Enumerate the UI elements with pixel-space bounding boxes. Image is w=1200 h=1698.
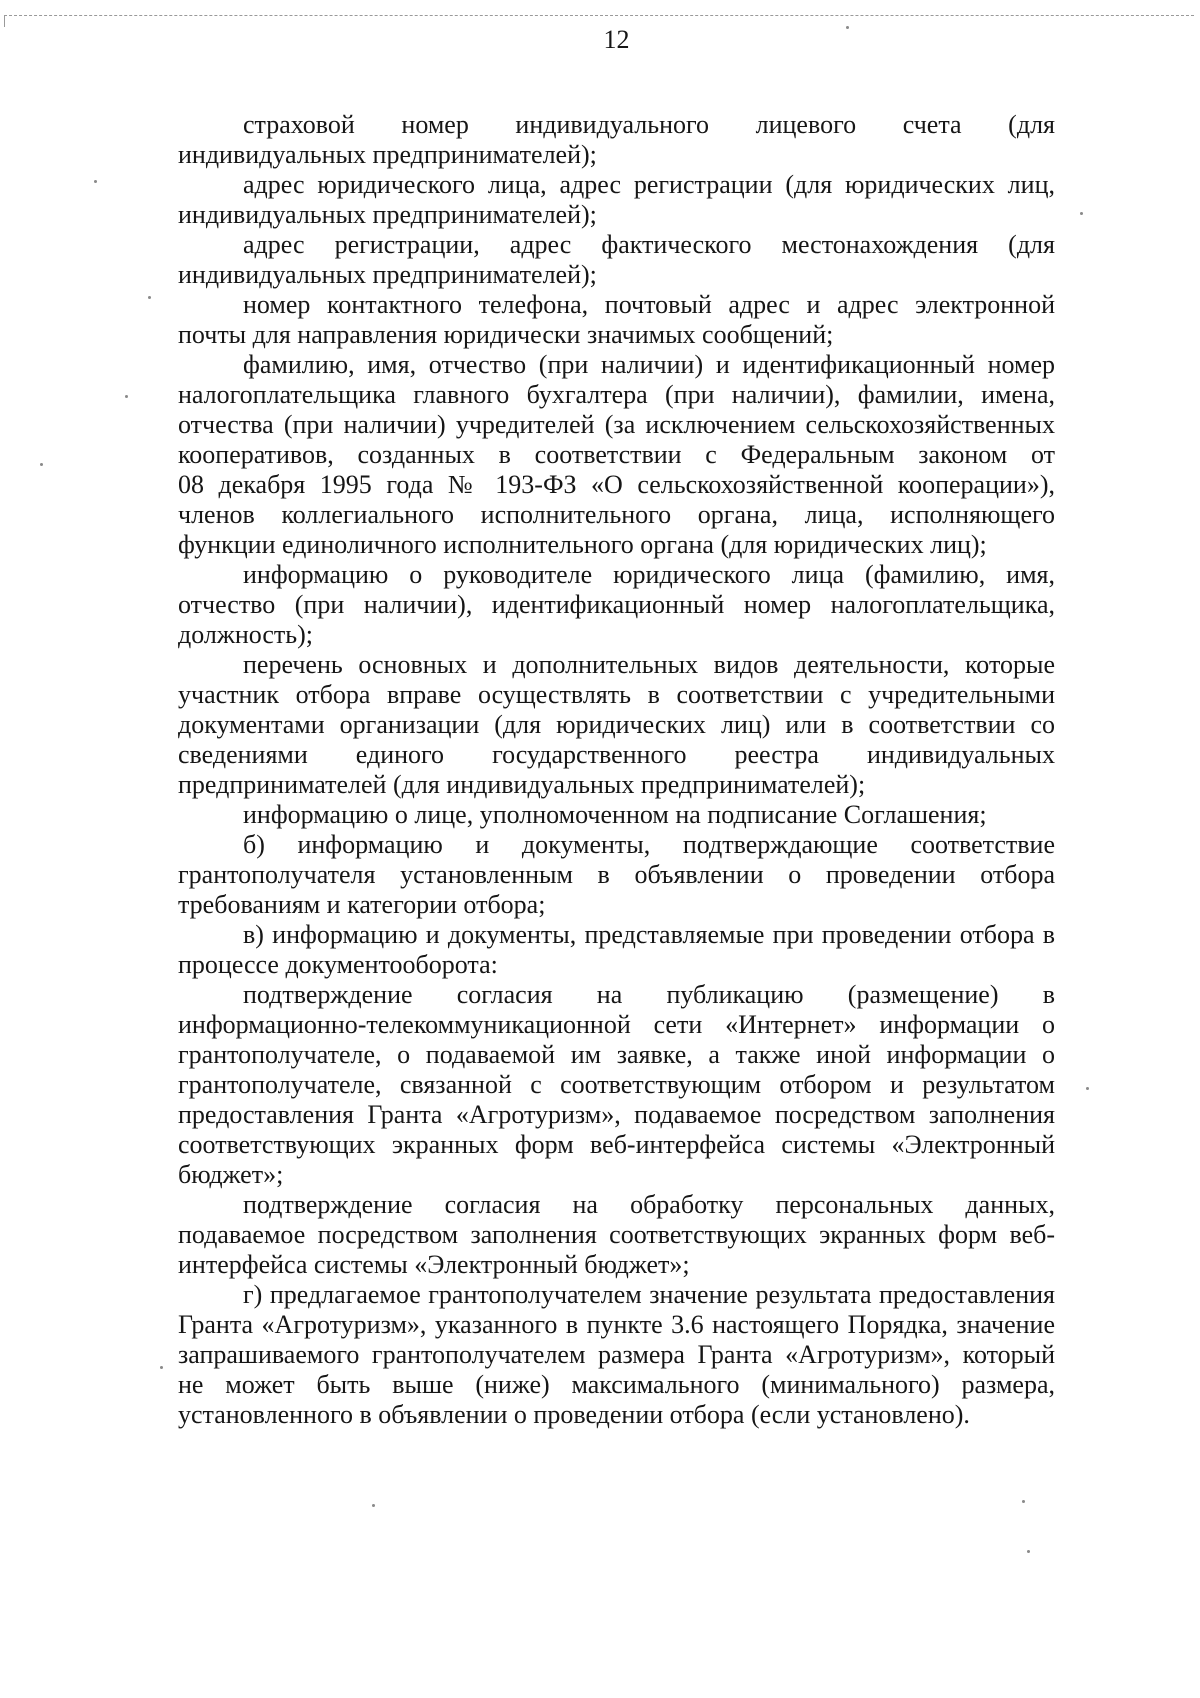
- text-line: страховой номер индивидуального лицевого счета (для: [243, 110, 1055, 139]
- text-line: отчества (при наличии) учредителей (за исключением сельскохозяйственных: [178, 410, 1055, 439]
- scan-speck: [372, 1504, 375, 1507]
- text-line: кооперативов, созданных в соответствии с Федеральным законом от: [178, 440, 1055, 469]
- text-line: г) предлагаемое грантополучателем значение результата предоставления: [243, 1280, 1055, 1309]
- text-line: подтверждение согласия на публикацию (размещение) в: [243, 980, 1055, 1009]
- text-line: подаваемое посредством заполнения соответствующих экранных форм веб-: [178, 1220, 1055, 1249]
- paragraph-insurance-number: [178, 110, 1055, 170]
- text-line: информационно-телекоммуникационной сети «Интернет» информации о: [178, 1010, 1055, 1039]
- text-line: сведениями единого государственного реестра индивидуальных: [178, 740, 1055, 769]
- paragraph-publication-consent: [178, 980, 1055, 1190]
- scan-edge-corner: [4, 15, 5, 27]
- text-line: перечень основных и дополнительных видов деятельности, которые: [243, 650, 1055, 679]
- scan-speck: [1086, 1087, 1089, 1090]
- paragraph-legal-address: [178, 170, 1055, 230]
- text-line: требованиям и категории отбора;: [178, 890, 546, 919]
- scan-speck: [125, 395, 128, 398]
- text-line: предоставления Гранта «Агротуризм», подаваемое посредством заполнения: [178, 1100, 1055, 1129]
- text-line: налогоплательщика главного бухгалтера (при наличии), фамилии, имена,: [178, 380, 1055, 409]
- text-line: индивидуальных предпринимателей);: [178, 260, 597, 289]
- text-line: не может быть выше (ниже) максимального (минимального) размера,: [178, 1370, 1055, 1399]
- text-line: соответствующих экранных форм веб-интерфейса системы «Электронный: [178, 1130, 1055, 1159]
- text-line: адрес регистрации, адрес фактического местонахождения (для: [243, 230, 1055, 259]
- text-line: б) информацию и документы, подтверждающие соответствие: [243, 830, 1055, 859]
- text-line: адрес юридического лица, адрес регистрации (для юридических лиц,: [243, 170, 1055, 199]
- paragraph-contact-details: [178, 290, 1055, 350]
- text-line: грантополучателе, связанной с соответствующим отбором и результатом: [178, 1070, 1055, 1099]
- text-line: информацию о руководителе юридического лица (фамилию, имя,: [243, 560, 1055, 589]
- text-line: процессе документооборота:: [178, 950, 498, 979]
- scan-speck: [1027, 1550, 1030, 1553]
- text-line: запрашиваемого грантополучателем размера Гранта «Агротуризм», который: [178, 1340, 1055, 1369]
- text-line: установленного в объявлении о проведении отбора (если установлено).: [178, 1400, 970, 1429]
- text-line: отчество (при наличии), идентификационный номер налогоплательщика,: [178, 590, 1055, 619]
- paragraph-personal-data-consent: [178, 1190, 1055, 1280]
- paragraph-registration-address: [178, 230, 1055, 290]
- text-line: информацию о лице, уполномоченном на подписание Соглашения;: [243, 800, 987, 829]
- text-line: Гранта «Агротуризм», указанного в пункте 3.6 настоящего Порядка, значение: [178, 1310, 1055, 1339]
- text-line: документами организации (для юридических лиц) или в соответствии со: [178, 710, 1055, 739]
- paragraph-head-info: [178, 560, 1055, 650]
- text-line: грантополучателе, о подаваемой им заявке, а также иной информации о: [178, 1040, 1055, 1069]
- text-line: в) информацию и документы, представляемые при проведении отбора в: [243, 920, 1055, 949]
- text-line: членов коллегиального исполнительного органа, лица, исполняющего: [178, 500, 1055, 529]
- text-line: должность);: [178, 620, 314, 649]
- scan-speck: [148, 296, 151, 299]
- paragraph-item-v: [178, 920, 1055, 980]
- paragraph-activity-types: [178, 650, 1055, 800]
- paragraph-signatory-info: [178, 800, 1055, 830]
- text-line: 08 декабря 1995 года № 193-ФЗ «О сельскохозяйственной кооперации»),: [178, 470, 1055, 499]
- scan-speck: [94, 180, 97, 183]
- text-line: подтверждение согласия на обработку персональных данных,: [243, 1190, 1055, 1219]
- paragraph-item-b: [178, 830, 1055, 920]
- scan-speck: [846, 26, 849, 29]
- text-line: бюджет»;: [178, 1160, 284, 1189]
- text-line: участник отбора вправе осуществлять в соответствии с учредительными: [178, 680, 1055, 709]
- text-line: индивидуальных предпринимателей);: [178, 200, 597, 229]
- document-body: [178, 110, 1055, 1430]
- scan-speck: [1080, 212, 1083, 215]
- text-line: интерфейса системы «Электронный бюджет»;: [178, 1250, 690, 1279]
- text-line: грантополучателя установленным в объявлении о проведении отбора: [178, 860, 1055, 889]
- page-number: 12: [603, 25, 630, 54]
- text-line: индивидуальных предпринимателей);: [178, 140, 597, 169]
- text-line: почты для направления юридически значимых сообщений;: [178, 320, 834, 349]
- paragraph-founders-info: [178, 350, 1055, 560]
- scan-speck: [160, 1366, 163, 1369]
- text-line: функции единоличного исполнительного органа (для юридических лиц);: [178, 530, 987, 559]
- text-line: фамилию, имя, отчество (при наличии) и идентификационный номер: [243, 350, 1055, 379]
- paragraph-item-g: [178, 1280, 1055, 1430]
- scan-speck: [40, 463, 43, 466]
- text-line: предпринимателей (для индивидуальных предпринимателей);: [178, 770, 866, 799]
- text-line: номер контактного телефона, почтовый адрес и адрес электронной: [243, 290, 1055, 319]
- scan-edge-line: [4, 15, 1194, 16]
- scan-speck: [1022, 1500, 1025, 1503]
